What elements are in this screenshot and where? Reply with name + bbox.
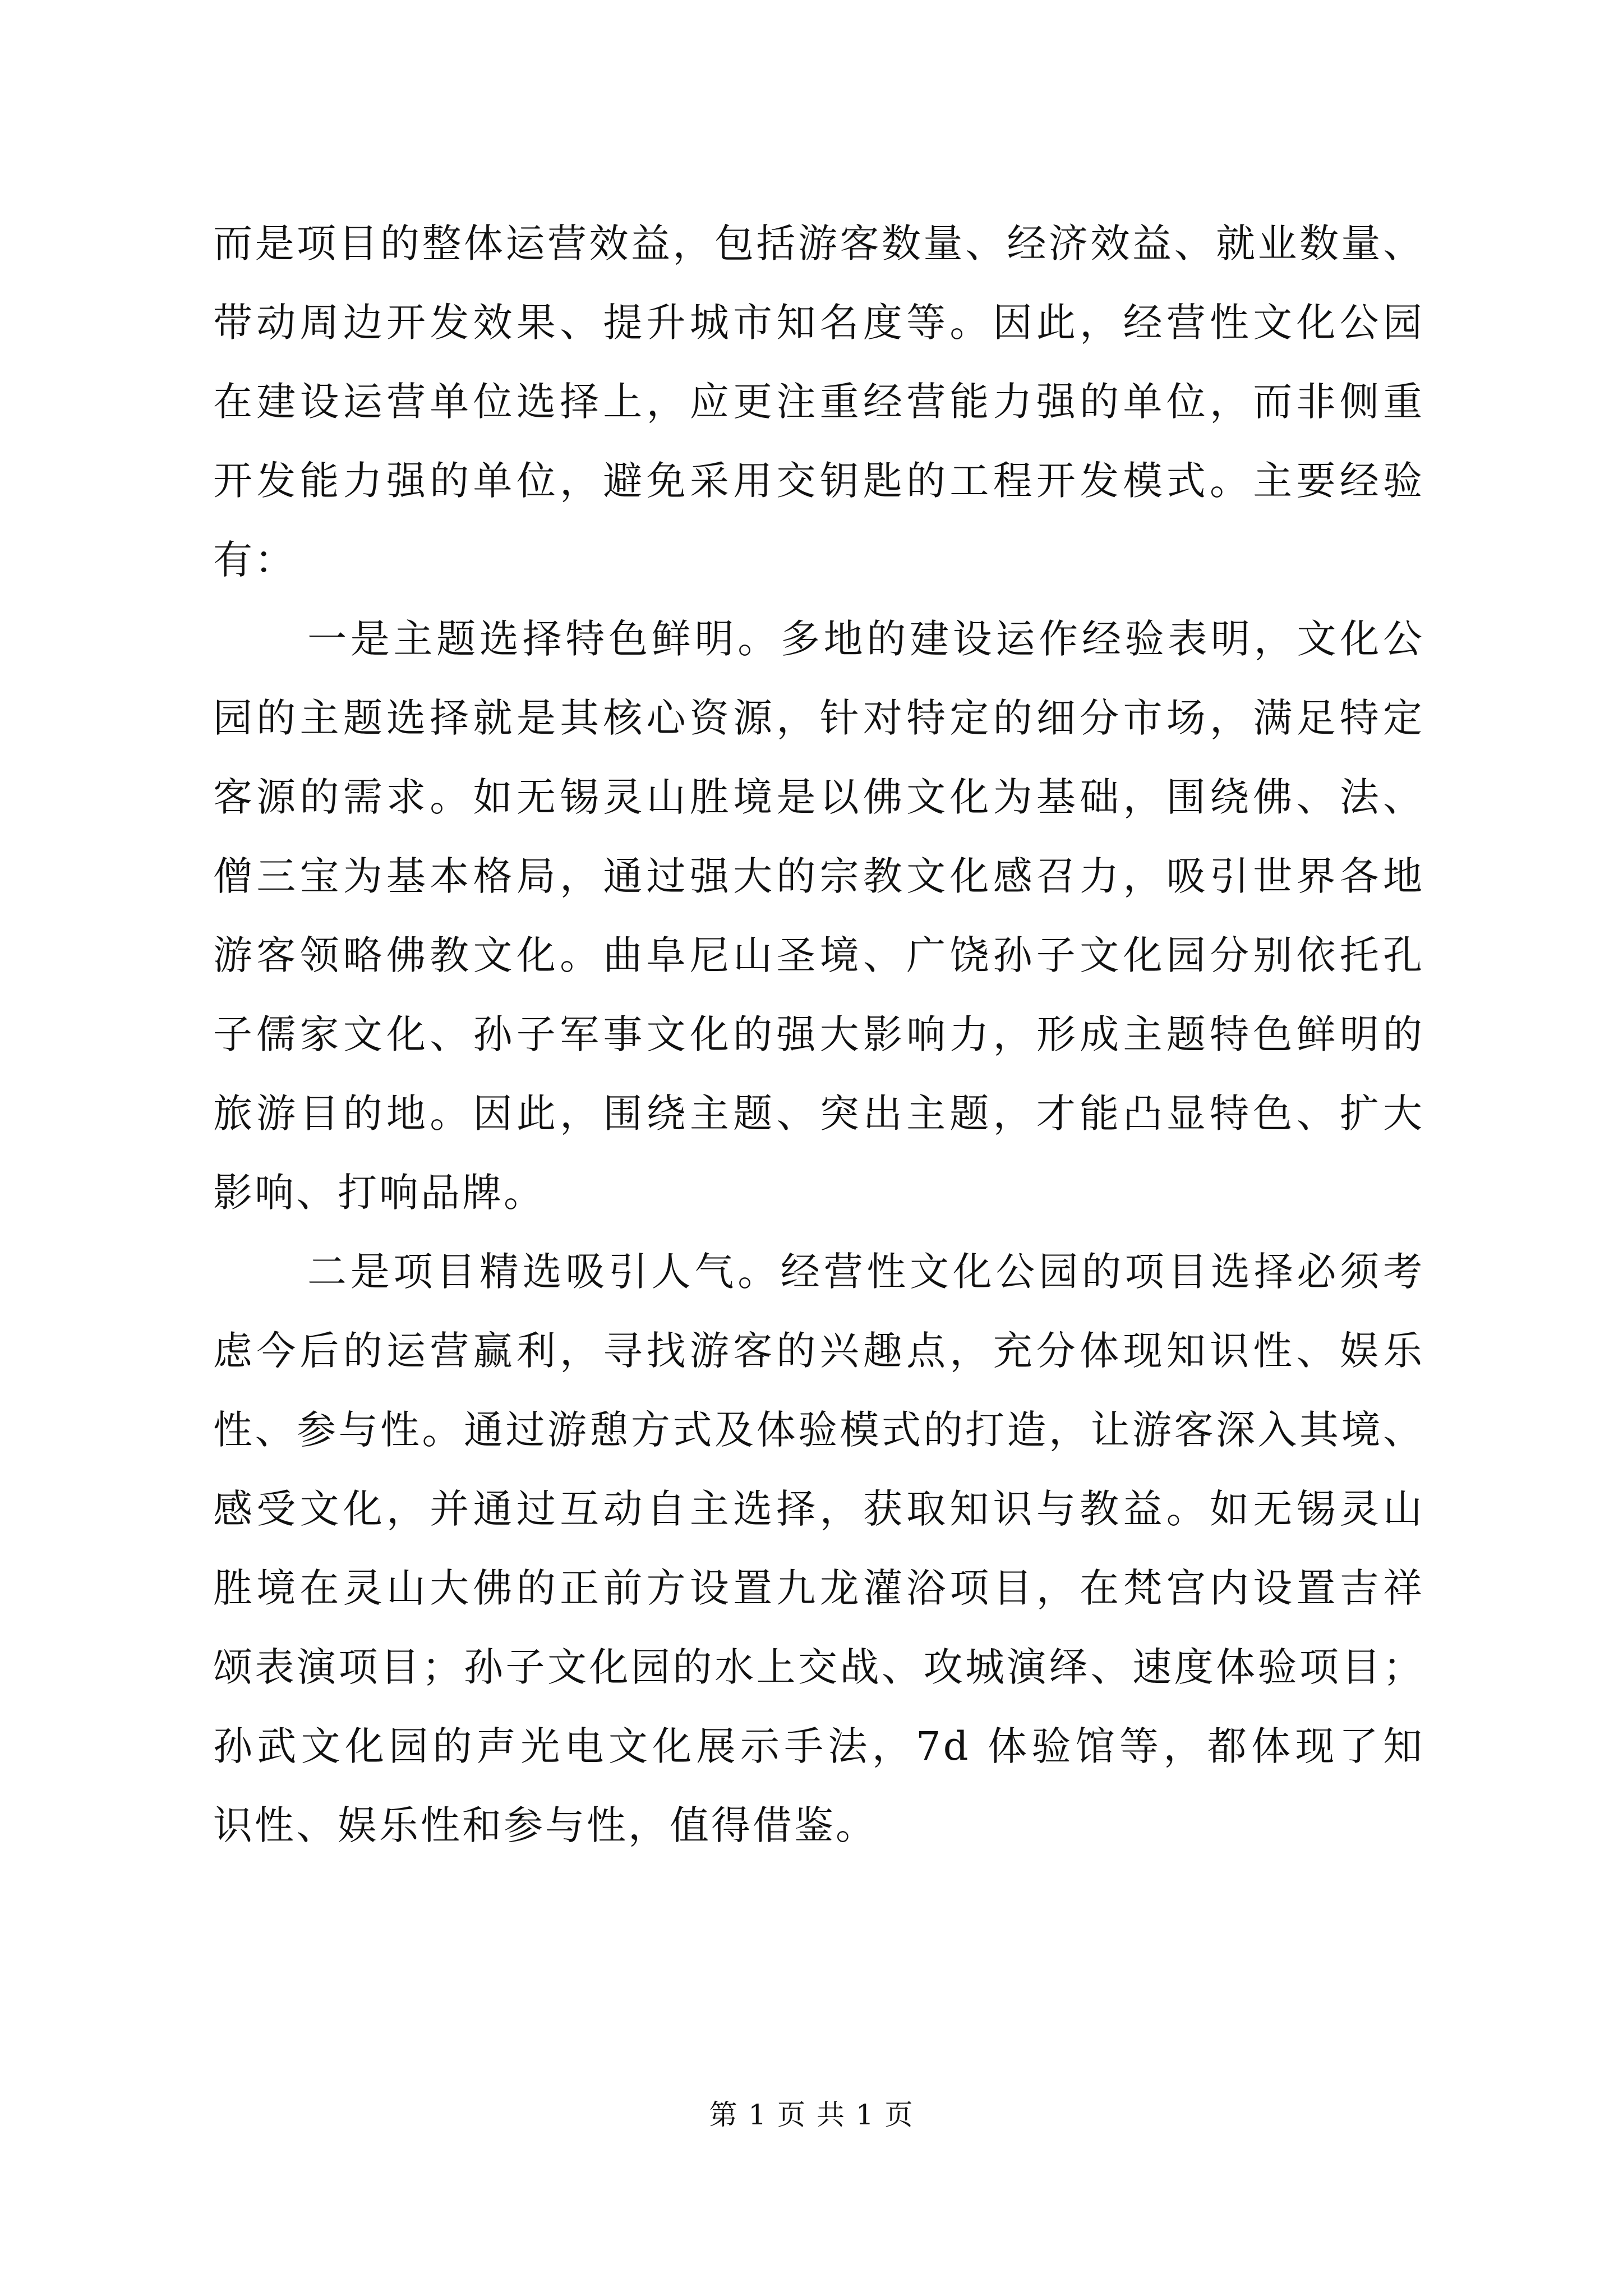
text-line: 孙武文化园的声光电文化展示手法，7d 体验馆等，都体现了知 (213, 1723, 1424, 1769)
text-line: 有： (213, 537, 296, 583)
text-line: 子儒家文化、孙子军事文化的强大影响力，形成主题特色鲜明的 (213, 1011, 1424, 1057)
text-line: 旅游目的地。因此，围绕主题、突出主题，才能凸显特色、扩大 (213, 1091, 1424, 1137)
text-line: 颂表演项目；孙子文化园的水上交战、攻城演绎、速度体验项目； (213, 1644, 1424, 1690)
text-line: 园的主题选择就是其核心资源，针对特定的细分市场，满足特定 (213, 695, 1424, 741)
paragraph-first-line: 一是主题选择特色鲜明。多地的建设运作经验表明，文化公 (307, 616, 1424, 662)
text-line: 而是项目的整体运营效益，包括游客数量、经济效益、就业数量、 (213, 220, 1424, 266)
text-line: 客源的需求。如无锡灵山胜境是以佛文化为基础，围绕佛、法、 (213, 774, 1424, 820)
text-line: 开发能力强的单位，避免采用交钥匙的工程开发模式。主要经验 (213, 458, 1424, 504)
text-line: 僧三宝为基本格局，通过强大的宗教文化感召力，吸引世界各地 (213, 853, 1424, 899)
text-line: 虑今后的运营赢利，寻找游客的兴趣点，充分体现知识性、娱乐 (213, 1328, 1424, 1374)
text-line: 感受文化，并通过互动自主选择，获取知识与教益。如无锡灵山 (213, 1486, 1424, 1532)
text-line: 性、参与性。通过游憩方式及体验模式的打造，让游客深入其境、 (213, 1407, 1424, 1453)
text-line: 识性、娱乐性和参与性，值得借鉴。 (213, 1802, 877, 1848)
page-footer: 第 1 页 共 1 页 (709, 2099, 914, 2131)
text-line: 带动周边开发效果、提升城市知名度等。因此，经营性文化公园 (213, 300, 1424, 346)
text-line: 游客领略佛教文化。曲阜尼山圣境、广饶孙子文化园分别依托孔 (213, 932, 1424, 978)
text-line: 在建设运营单位选择上，应更注重经营能力强的单位，而非侧重 (213, 379, 1424, 425)
paragraph-first-line: 二是项目精选吸引人气。经营性文化公园的项目选择必须考 (307, 1249, 1424, 1295)
body-text (213, 204, 1424, 1865)
text-line: 胜境在灵山大佛的正前方设置九龙灌浴项目，在梵宫内设置吉祥 (213, 1565, 1424, 1611)
text-line: 影响、打响品牌。 (213, 1170, 545, 1216)
